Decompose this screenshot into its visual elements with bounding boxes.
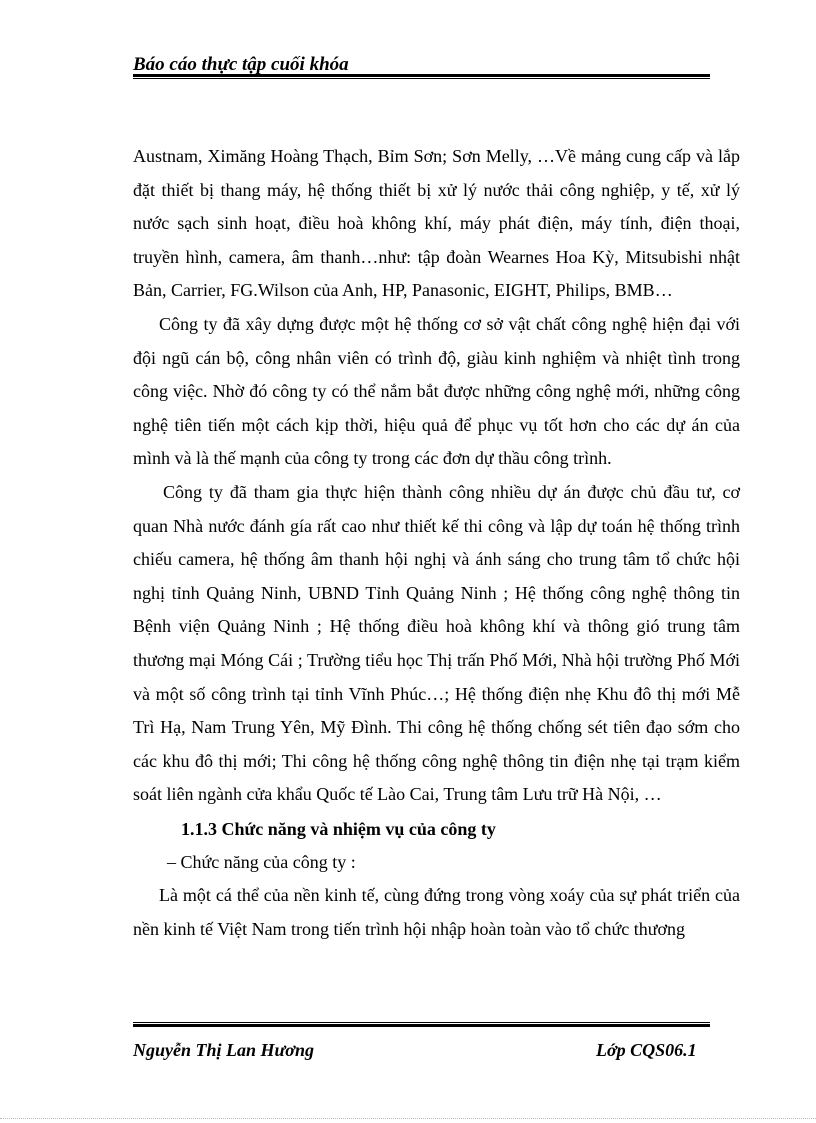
header-divider — [133, 74, 710, 79]
paragraph-3: Công ty đã tham gia thực hiện thành công nhiều dự án được chủ đầu tư, cơ quan Nhà nước đánh gía rất cao như thiết kế thi công và lập dự toán hệ thống trình chiếu camera, hệ thống âm thanh hội nghị và ánh sáng cho trung tâm tổ chức hội nghị tỉnh Quảng Ninh, UBND Tỉnh Quảng Ninh ; Hệ thống công nghệ thông tin Bệnh viện Quảng Ninh ; Hệ thống điều hoà không khí và thông gió trung tâm thương mại Móng Cái ; Trường tiểu học Thị trấn Phố Mới, Nhà hội trường Phố Mới và một số công trình tại tỉnh Vĩnh Phúc…; Hệ thống điện nhẹ Khu đô thị mới Mễ Trì Hạ, Nam Trung Yên, Mỹ Đình. Thi công hệ thống chống sét tiên đạo sớm cho các khu đô thị mới; Thi công hệ thống công nghệ thông tin điện nhẹ tại trạm kiểm soát liên ngành cửa khẩu Quốc tế Lào Cai, Trung tâm Lưu trữ Hà Nội, … — [133, 481, 740, 805]
footer-class: Lớp CQS06.1 — [596, 1040, 697, 1060]
page-edge-divider — [0, 1118, 816, 1119]
section-heading: 1.1.3 Chức năng và nhiệm vụ của công ty — [181, 818, 496, 839]
bullet-item: – Chức năng của công ty : — [167, 851, 356, 872]
paragraph-1: Austnam, Ximăng Hoàng Thạch, Bỉm Sơn; Sơn Melly, …Về mảng cung cấp và lắp đặt thiết bị thang máy, hệ thống thiết bị xử lý nước thải công nghiệp, y tế, xử lý nước sạch sinh hoạt, điều hoà không khí, máy phát điện, máy tính, điện thoại, truyền hình, camera, âm thanh…như: tập đoàn Wearnes Hoa Kỳ, Mitsubishi nhật Bản, Carrier, FG.Wilson của Anh, HP, Panasonic, EIGHT, Philips, BMB… — [133, 146, 740, 301]
paragraph-4: Là một cá thể của nền kinh tế, cùng đứng trong vòng xoáy của sự phát triển của nền kinh tế Việt Nam trong tiến trình hội nhập hoàn toàn vào tổ chức thương — [133, 885, 740, 940]
footer-author: Nguyễn Thị Lan Hương — [133, 1040, 314, 1060]
footer-divider — [133, 1022, 710, 1027]
document-body — [133, 140, 740, 947]
paragraph-2: Công ty đã xây dựng được một hệ thống cơ sở vật chất công nghệ hiện đại với đội ngũ cán bộ, công nhân viên có trình độ, giàu kinh nghiệm và nhiệt tình trong công việc. Nhờ đó công ty có thể nắm bắt được những công nghệ mới, những công nghệ tiên tiến một cách kịp thời, hiệu quả để phục vụ tốt hơn cho các dự án của mình và là thế mạnh của công ty trong các đơn dự thầu công trình. — [133, 313, 740, 469]
header-title: Báo cáo thực tập cuối khóa — [133, 54, 349, 75]
